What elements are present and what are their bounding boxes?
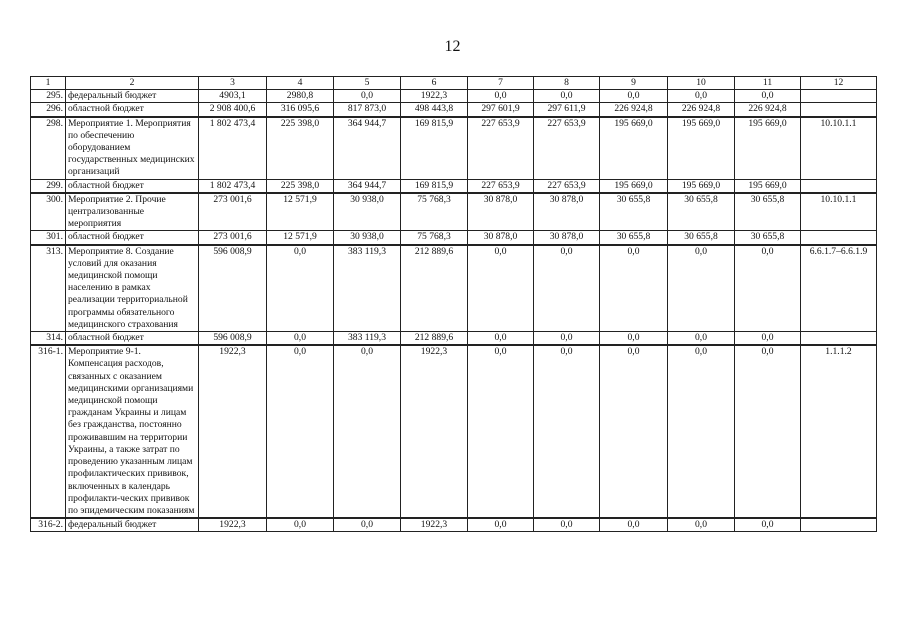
value-cell-col4: 225 398,0 — [267, 117, 334, 180]
value-cell-col3: 273 001,6 — [199, 193, 267, 231]
value-cell-col9: 195 669,0 — [600, 117, 668, 180]
row-number: 299. — [31, 179, 66, 193]
page-number: 12 — [444, 38, 461, 55]
row-number: 301. — [31, 231, 66, 245]
column-header-11: 11 — [735, 77, 801, 90]
value-cell-col6: 1922,3 — [401, 345, 468, 518]
table-row — [31, 179, 877, 193]
row-code — [801, 90, 877, 103]
value-cell-col8: 30 878,0 — [534, 193, 600, 231]
value-cell-col4: 225 398,0 — [267, 179, 334, 193]
table-row — [31, 90, 877, 103]
value-cell-col8: 0,0 — [534, 90, 600, 103]
row-number: 296. — [31, 103, 66, 117]
table-body — [31, 90, 877, 532]
value-cell-col4: 12 571,9 — [267, 231, 334, 245]
value-cell-col3: 4903,1 — [199, 90, 267, 103]
value-cell-col5: 0,0 — [334, 518, 401, 532]
row-code: 1.1.1.2 — [801, 345, 877, 518]
value-cell-col3: 1 802 473,4 — [199, 179, 267, 193]
row-name: областной бюджет — [66, 332, 199, 346]
row-number: 298. — [31, 117, 66, 180]
value-cell-col6: 1922,3 — [401, 518, 468, 532]
row-number: 295. — [31, 90, 66, 103]
value-cell-col9: 0,0 — [600, 90, 668, 103]
value-cell-col5: 30 938,0 — [334, 193, 401, 231]
row-name: областной бюджет — [66, 179, 199, 193]
value-cell-col7: 0,0 — [468, 90, 534, 103]
column-header-2: 2 — [66, 77, 199, 90]
value-cell-col6: 169 815,9 — [401, 179, 468, 193]
value-cell-col7: 0,0 — [468, 345, 534, 518]
column-header-6: 6 — [401, 77, 468, 90]
value-cell-col5: 0,0 — [334, 90, 401, 103]
row-name: областной бюджет — [66, 231, 199, 245]
row-number: 314. — [31, 332, 66, 346]
value-cell-col4: 12 571,9 — [267, 193, 334, 231]
value-cell-col3: 1 802 473,4 — [199, 117, 267, 180]
row-number: 316-1. — [31, 345, 66, 518]
value-cell-col9: 226 924,8 — [600, 103, 668, 117]
row-code — [801, 332, 877, 346]
row-name: Мероприятие 8. Создание условий для оказания медицинской помощи населению в рамках реализации территориальной программы обязательного медицинского страхования — [66, 245, 199, 332]
table-row — [31, 332, 877, 346]
value-cell-col5: 383 119,3 — [334, 245, 401, 332]
row-number: 316-2. — [31, 518, 66, 532]
value-cell-col10: 0,0 — [668, 345, 735, 518]
value-cell-col7: 30 878,0 — [468, 193, 534, 231]
value-cell-col8: 0,0 — [534, 518, 600, 532]
value-cell-col10: 0,0 — [668, 518, 735, 532]
value-cell-col6: 212 889,6 — [401, 332, 468, 346]
row-code: 6.6.1.7–6.6.1.9 — [801, 245, 877, 332]
row-name: Мероприятие 9-1. Компенсация расходов, связанных с оказанием медицинскими организациями медицинской помощи гражданам Украины и лицам без гражданства, постоянно проживавшим на территории Украины, а также затрат по проведению указанным лицам профилактических прививок, включенных в календарь профилакти-ческих прививок по эпидемическим показаниям — [66, 345, 199, 518]
value-cell-col4: 0,0 — [267, 332, 334, 346]
value-cell-col6: 75 768,3 — [401, 231, 468, 245]
value-cell-col6: 75 768,3 — [401, 193, 468, 231]
value-cell-col9: 30 655,8 — [600, 231, 668, 245]
row-code — [801, 231, 877, 245]
value-cell-col9: 0,0 — [600, 245, 668, 332]
value-cell-col11: 226 924,8 — [735, 103, 801, 117]
value-cell-col9: 30 655,8 — [600, 193, 668, 231]
value-cell-col10: 30 655,8 — [668, 193, 735, 231]
value-cell-col5: 364 944,7 — [334, 117, 401, 180]
value-cell-col5: 817 873,0 — [334, 103, 401, 117]
value-cell-col8: 227 653,9 — [534, 117, 600, 180]
value-cell-col10: 195 669,0 — [668, 117, 735, 180]
row-name: федеральный бюджет — [66, 90, 199, 103]
value-cell-col9: 195 669,0 — [600, 179, 668, 193]
value-cell-col4: 0,0 — [267, 245, 334, 332]
column-header-8: 8 — [534, 77, 600, 90]
value-cell-col8: 30 878,0 — [534, 231, 600, 245]
row-name: Мероприятие 1. Мероприятия по обеспечению оборудованием государственных медицинских организаций — [66, 117, 199, 180]
value-cell-col7: 0,0 — [468, 332, 534, 346]
value-cell-col4: 0,0 — [267, 518, 334, 532]
value-cell-col6: 498 443,8 — [401, 103, 468, 117]
value-cell-col7: 30 878,0 — [468, 231, 534, 245]
value-cell-col11: 0,0 — [735, 245, 801, 332]
value-cell-col10: 0,0 — [668, 245, 735, 332]
value-cell-col3: 596 008,9 — [199, 332, 267, 346]
value-cell-col6: 212 889,6 — [401, 245, 468, 332]
row-code — [801, 179, 877, 193]
value-cell-col9: 0,0 — [600, 518, 668, 532]
value-cell-col11: 30 655,8 — [735, 231, 801, 245]
value-cell-col5: 383 119,3 — [334, 332, 401, 346]
column-header-row — [31, 77, 877, 90]
value-cell-col5: 364 944,7 — [334, 179, 401, 193]
value-cell-col11: 195 669,0 — [735, 179, 801, 193]
value-cell-col8: 0,0 — [534, 245, 600, 332]
value-cell-col7: 297 601,9 — [468, 103, 534, 117]
table-row — [31, 193, 877, 231]
row-code — [801, 518, 877, 532]
column-header-4: 4 — [267, 77, 334, 90]
row-code: 10.10.1.1 — [801, 117, 877, 180]
value-cell-col10: 195 669,0 — [668, 179, 735, 193]
value-cell-col4: 2980,8 — [267, 90, 334, 103]
value-cell-col11: 30 655,8 — [735, 193, 801, 231]
table-row — [31, 117, 877, 180]
table-row — [31, 231, 877, 245]
table-row — [31, 245, 877, 332]
value-cell-col3: 2 908 400,6 — [199, 103, 267, 117]
value-cell-col10: 30 655,8 — [668, 231, 735, 245]
value-cell-col7: 0,0 — [468, 518, 534, 532]
value-cell-col3: 273 001,6 — [199, 231, 267, 245]
budget-table — [30, 76, 877, 532]
table-row — [31, 345, 877, 518]
value-cell-col9: 0,0 — [600, 332, 668, 346]
row-code — [801, 103, 877, 117]
value-cell-col4: 316 095,6 — [267, 103, 334, 117]
row-code: 10.10.1.1 — [801, 193, 877, 231]
table-row — [31, 103, 877, 117]
value-cell-col9: 0,0 — [600, 345, 668, 518]
value-cell-col11: 195 669,0 — [735, 117, 801, 180]
value-cell-col7: 227 653,9 — [468, 179, 534, 193]
column-header-10: 10 — [668, 77, 735, 90]
value-cell-col3: 1922,3 — [199, 518, 267, 532]
row-number: 300. — [31, 193, 66, 231]
value-cell-col7: 0,0 — [468, 245, 534, 332]
value-cell-col11: 0,0 — [735, 518, 801, 532]
value-cell-col8: 0,0 — [534, 332, 600, 346]
value-cell-col3: 596 008,9 — [199, 245, 267, 332]
value-cell-col4: 0,0 — [267, 345, 334, 518]
value-cell-col8: 297 611,9 — [534, 103, 600, 117]
row-name: федеральный бюджет — [66, 518, 199, 532]
value-cell-col10: 226 924,8 — [668, 103, 735, 117]
value-cell-col6: 169 815,9 — [401, 117, 468, 180]
column-header-9: 9 — [600, 77, 668, 90]
column-header-7: 7 — [468, 77, 534, 90]
value-cell-col5: 30 938,0 — [334, 231, 401, 245]
table-row — [31, 518, 877, 532]
value-cell-col11: 0,0 — [735, 345, 801, 518]
value-cell-col3: 1922,3 — [199, 345, 267, 518]
row-number: 313. — [31, 245, 66, 332]
value-cell-col11: 0,0 — [735, 90, 801, 103]
value-cell-col5: 0,0 — [334, 345, 401, 518]
row-name: областной бюджет — [66, 103, 199, 117]
value-cell-col11: 0,0 — [735, 332, 801, 346]
value-cell-col10: 0,0 — [668, 332, 735, 346]
value-cell-col8: 0,0 — [534, 345, 600, 518]
column-header-5: 5 — [334, 77, 401, 90]
row-name: Мероприятие 2. Прочие централизованные мероприятия — [66, 193, 199, 231]
column-header-3: 3 — [199, 77, 267, 90]
value-cell-col6: 1922,3 — [401, 90, 468, 103]
value-cell-col8: 227 653,9 — [534, 179, 600, 193]
column-header-1: 1 — [31, 77, 66, 90]
value-cell-col7: 227 653,9 — [468, 117, 534, 180]
value-cell-col10: 0,0 — [668, 90, 735, 103]
column-header-12: 12 — [801, 77, 877, 90]
